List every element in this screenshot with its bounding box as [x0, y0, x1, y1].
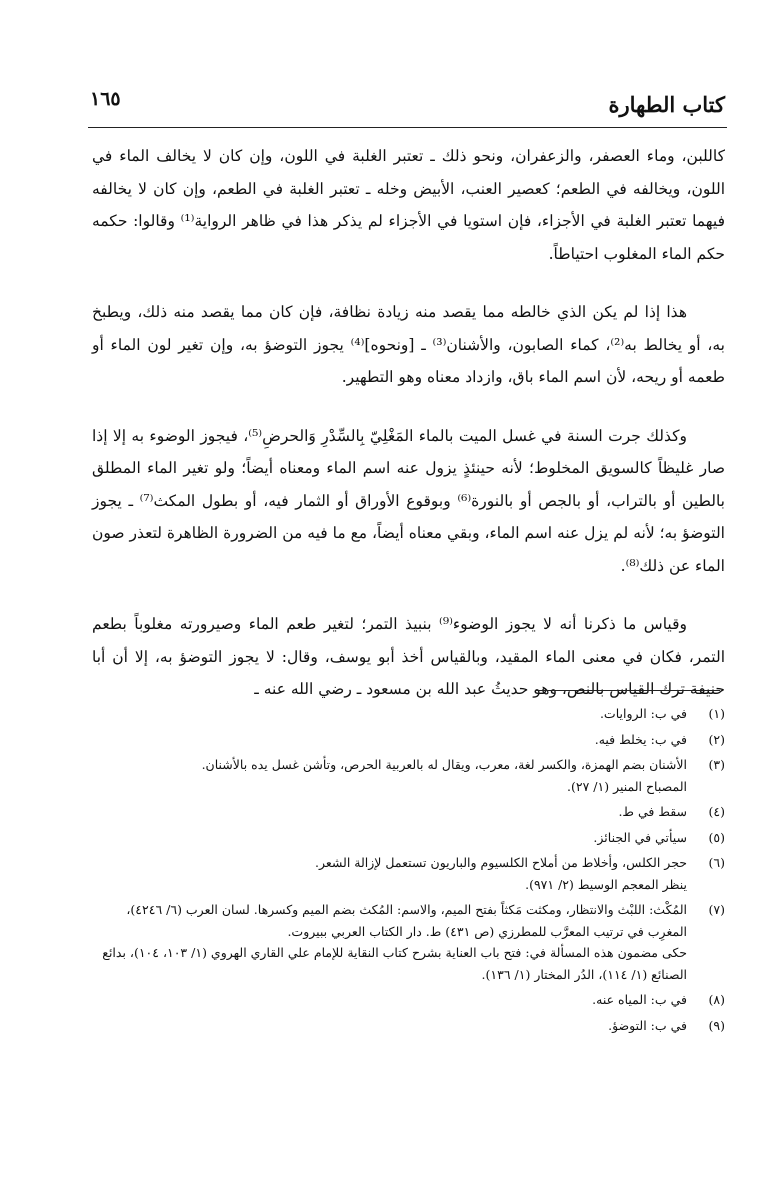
footnote [92, 827, 725, 849]
paragraph: كاللبن، وماء العصفر، والزعفران، ونحو ذلك ـ تعتبر الغلبة في اللون، وإن كان لا يخالف الماء في اللون، ويخالفه في الطعم؛ كعصير العنب، الأبيض وخله ـ تعتبر الغلبة في الطعم، وإن كان لا يخالفه فيهما تعتبر الغلبة في الأجزاء، فإن استويا في الأجزاء لم يذكر هذا في ظاهر الرواية⁽¹⁾ وقالوا: حكمه حكم الماء المغلوب احتياطاً. [92, 147, 726, 263]
paragraph: وقياس ما ذكرنا أنه لا يجوز الوضوء⁽⁹⁾ بنبيذ التمر؛ لتغير طعم الماء وصيرورته مغلوباً بطعم التمر، فكان في معنى الماء المقيد، وبالقياس أخذ أبو يوسف، وقال: لا يجوز التوضؤ به، إلا أن أبا حنيفة ترك القياس بالنص، وهو حديثُ عبد الله بن مسعود ـ رضي الله عنه ـ [92, 615, 725, 698]
footnote-text [92, 729, 687, 751]
main-text [92, 140, 725, 732]
footnote-line: المصباح المنير (١/ ٢٧). [567, 778, 687, 794]
footnote-text [92, 801, 687, 823]
footnote [92, 989, 725, 1011]
footnote [92, 1015, 725, 1037]
footnote [92, 703, 725, 725]
footnote-number: (١) [708, 706, 725, 721]
paragraph: هذا إذا لم يكن الذي خالطه مما يقصد منه زيادة نظافة، فإن كان مما يقصد منه ذلك، ويطبخ به، أو يخالط به⁽²⁾، كماء الصابون، والأشنان⁽³⁾ ـ [ونحوه]⁽⁴⁾ يجوز التوضؤ به، وإن تغير لون الماء أو طعمه أو ريحه، لأن اسم الماء باق، وازداد معناه وهو التطهير. [92, 303, 725, 386]
footnote-text [92, 754, 687, 797]
footnote-text [92, 827, 687, 849]
page-number: ١٦٥ [90, 88, 121, 110]
footnote-line: سقط في ط. [618, 804, 687, 819]
footnote-text [92, 1015, 687, 1037]
footnote-number: (٢) [708, 731, 725, 747]
footnote-line: المُكْث: اللبْث والانتظار، ومكثت مَكثاً بفتح الميم، والاسم: المُكث بضم الميم وكسرها. لسان العرب (٦/ ٤٢٤٦)، المغرِب في ترتيب المعرَّب للمطرزي (ص ٤٣١) ط. دار الكتاب العربي ببيروت. [126, 902, 687, 939]
footnote [92, 729, 725, 751]
footnote-text [92, 899, 687, 985]
footnote-text [92, 989, 687, 1011]
footnote-number: (٧) [708, 902, 725, 917]
footnote-line: حكى مضمون هذه المسألة في: فتح باب العناية بشرح كتاب النقاية للإمام علي القاري الهروي (١/ ١٠٣، ١٠٤)، بدائع الصنائع (١/ ١١٤)، الدُر المختار (١/ ١٣٦). [102, 945, 687, 982]
header-divider [88, 127, 727, 128]
footnote-number: (٨) [708, 992, 725, 1007]
footnote-number: (٥) [708, 829, 725, 845]
footnote-text [92, 852, 687, 895]
footnote-number: (٤) [708, 804, 725, 819]
footnote-line: في ب: المياه عنه. [592, 992, 687, 1007]
footnote-line: في ب: يخلط فيه. [594, 731, 687, 747]
footnote [92, 754, 725, 797]
footnote-line: حجر الكلس، وأخلاط من أملاح الكلسيوم والباريون تستعمل لإزالة الشعر. [314, 855, 687, 870]
footnote [92, 801, 725, 823]
footnote-number: (٩) [708, 1017, 725, 1033]
footnote-divider [535, 690, 720, 691]
footnote-number: (٦) [708, 855, 725, 870]
footnote-line: في ب: التوضؤ. [608, 1017, 687, 1033]
page-header [90, 82, 725, 126]
paragraph: وكذلك جرت السنة في غسل الميت بالماء المَغْلِيّ بِالسِّدْرِ وَالحرضِ⁽⁵⁾، فيجوز الوضوء به إلا إذا صار غليظاً كالسويق المخلوط؛ لأنه حينئذٍ يزول عنه اسم الماء ومعناه أيضاً؛ ولو تغير الماء المطلق بالطين أو بالتراب، أو بالجص أو بالنورة⁽⁶⁾ وبوقوع الأوراق أو الثمار فيه، أو بطول المكث⁽⁷⁾ ـ يجوز التوضؤ به؛ لأنه لم يزل عنه اسم الماء، وبقي معناه أيضاً، مع ما فيه من الضرورة الظاهرة لتعذر صون الماء عن ذلك⁽⁸⁾. [92, 426, 725, 575]
chapter-title: كتاب الطهارة [608, 92, 725, 117]
footnote [92, 852, 725, 895]
footnote-line: في ب: الروايات. [599, 706, 687, 721]
footnotes [92, 703, 725, 1040]
footnote-number: (٣) [708, 757, 725, 772]
footnote-line: ينظر المعجم الوسيط (٢/ ٩٧١). [525, 876, 687, 892]
footnote-line: سيأتي في الجنائز. [593, 829, 687, 845]
footnote [92, 899, 725, 985]
footnote-line: الأشنان بضم الهمزة، والكسر لغة، معرب، ويقال له بالعربية الحرص، وتأشن غسل يده بالأشنان. [201, 757, 687, 772]
footnote-text [92, 703, 687, 725]
